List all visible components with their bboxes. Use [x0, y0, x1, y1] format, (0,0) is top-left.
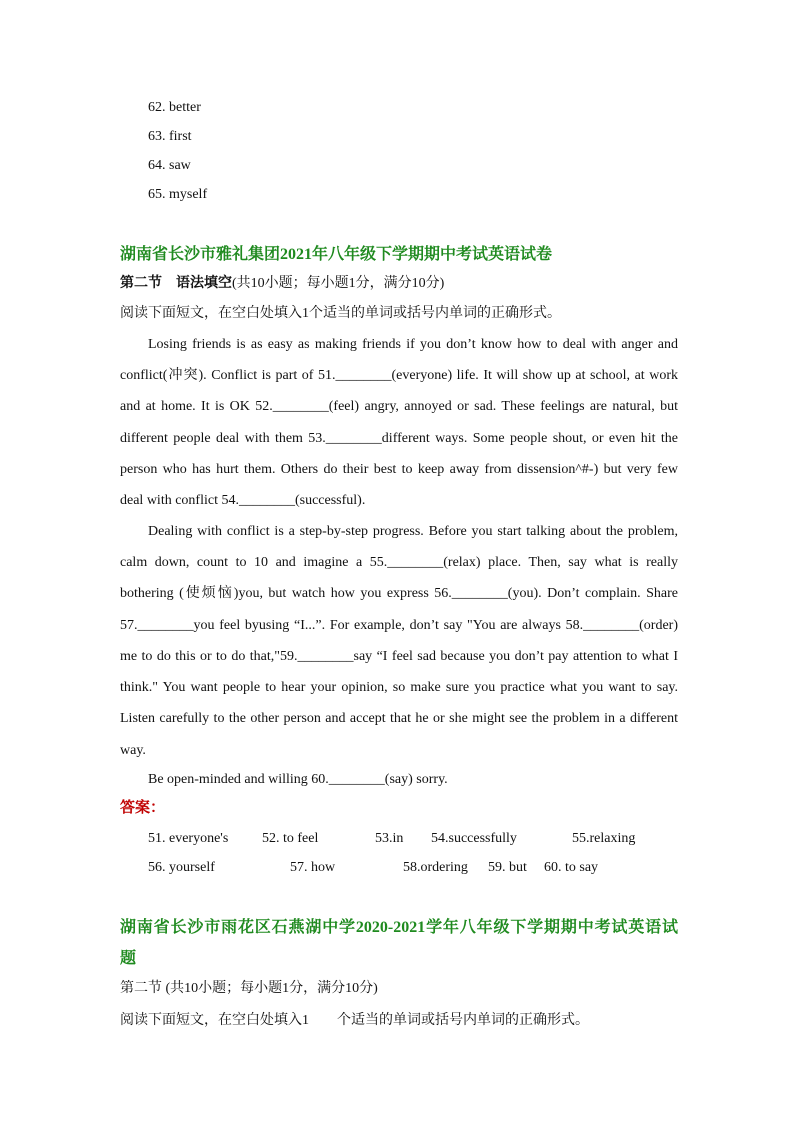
answer-55: 55.relaxing [572, 831, 636, 846]
answer-60: 60. to say [544, 860, 599, 875]
section-heading-1 [120, 275, 444, 293]
passage-line: way. [120, 743, 146, 758]
answer-52: 52. to feel [262, 831, 319, 846]
passage-line: person who has hurt them. Others do their best to keep away from dissension^#-) but very few [120, 462, 678, 477]
passage-line: and at home. It is OK 52.________(feel) angry, annoyed or sad. These feelings are natural, but [120, 399, 678, 414]
section-label: 第二节 语法填空 [120, 276, 232, 291]
passage-line: conflict(冲突). Conflict is part of 51.________(everyone) life. It will show up at school, at work [120, 368, 678, 383]
passage-line: Dealing with conflict is a step-by-step progress. Before you start talking about the problem, [148, 524, 678, 539]
exam-title-2-cont: 题 [120, 950, 137, 967]
answer-53: 53.in [375, 831, 404, 846]
section-scoring: (共10小题；每小题1分，满分10分) [232, 276, 445, 291]
answer-65: 65. myself [148, 187, 208, 202]
instruction-2: 阅读下面短文，在空白处填入1 个适当的单词或括号内单词的正确形式。 [120, 1013, 589, 1028]
exam-title-2: 湖南省长沙市雨花区石燕湖中学2020-2021学年八年级下学期期中考试英语试 [120, 919, 678, 936]
passage-line: Losing friends is as easy as making friends if you don’t know how to deal with anger and [148, 337, 678, 352]
answer-57: 57. how [290, 860, 336, 875]
answer-56: 56. yourself [148, 860, 215, 875]
passage-line: Be open-minded and willing 60.________(say) sorry. [148, 772, 448, 787]
passage-line: me to do this or to do that,"59.________say “I feel sad because you don’t pay attention to what I [120, 649, 678, 664]
answer-51: 51. everyone's [148, 831, 229, 846]
passage-line: calm down, count to 10 and imagine a 55.________(relax) place. Then, say what is really [120, 555, 678, 570]
exam-title-1: 湖南省长沙市雅礼集团2021年八年级下学期期中考试英语试卷 [120, 246, 553, 263]
answer-58: 58.ordering [403, 860, 468, 875]
passage-line: deal with conflict 54.________(successful). [120, 493, 366, 508]
passage-line: 57.________you feel byusing “I...”. For example, don’t say "You are always 58.________(order) [120, 618, 678, 633]
answer-54: 54.successfully [431, 831, 517, 846]
answer-64: 64. saw [148, 158, 191, 173]
answer-63: 63. first [148, 129, 192, 144]
passage-line: Listen carefully to the other person and accept that he or she might see the problem in a different [120, 711, 678, 726]
passage-line: think." You want people to hear your opinion, so make sure you practice what you want to say. [120, 680, 678, 695]
answer-62: 62. better [148, 100, 201, 115]
passage-line: different people deal with them 53.________different ways. Some people shout, or even hit the [120, 431, 678, 446]
instruction-1: 阅读下面短文，在空白处填入1个适当的单词或括号内单词的正确形式。 [120, 306, 561, 321]
section-heading-2: 第二节 (共10小题；每小题1分，满分10分) [120, 981, 378, 996]
answer-label: 答案： [120, 800, 166, 816]
answer-59: 59. but [488, 860, 527, 875]
passage-line: bothering (使烦恼)you, but watch how you express 56.________(you). Don’t complain. Share [120, 586, 678, 601]
